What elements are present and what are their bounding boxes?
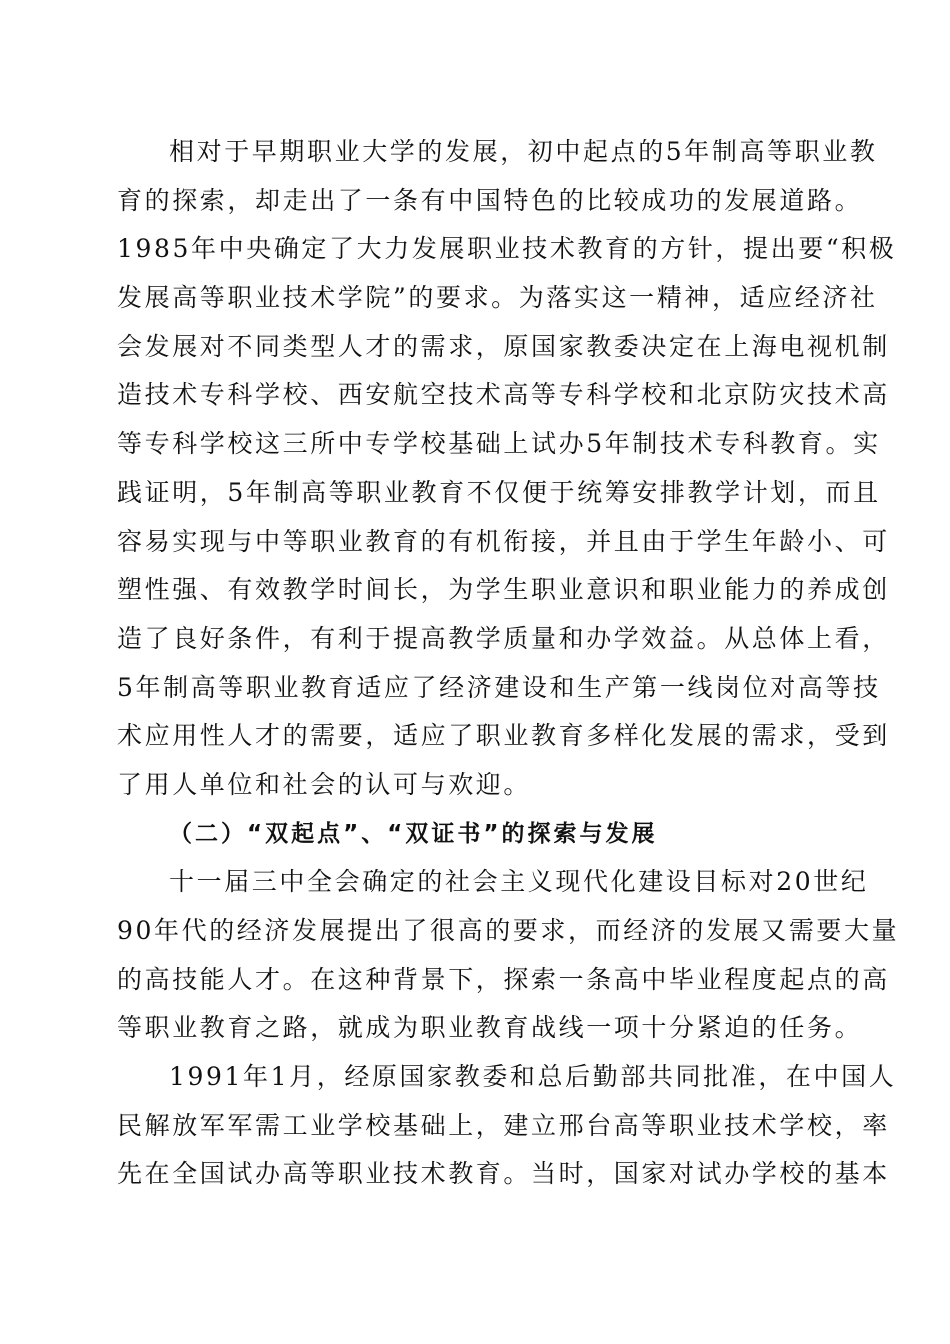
paragraph-line: 塑性强、有效教学时间长，为学生职业意识和职业能力的养成创 (117, 575, 890, 605)
paragraph-line: 十一届三中全会确定的社会主义现代化建设目标对20世纪 (169, 867, 869, 897)
paragraph-line: 造了良好条件，有利于提高教学质量和办学效益。从总体上看， (117, 623, 890, 653)
body-text (117, 128, 900, 1199)
paragraph-line: 育的探索，却走出了一条有中国特色的比较成功的发展道路。 (117, 185, 863, 215)
paragraph-line: 民解放军军需工业学校基础上，建立邢台高等职业技术学校，率 (117, 1110, 890, 1140)
section-heading: （二）“双起点”、“双证书”的探索与发展 (169, 820, 658, 847)
paragraph-line: 践证明，5年制高等职业教育不仅便于统筹安排教学计划，而且 (117, 477, 881, 507)
paragraph-line: 1985年中央确定了大力发展职业技术教育的方针，提出要“积极 (117, 234, 897, 264)
paragraph-line: 了用人单位和社会的认可与欢迎。 (117, 769, 532, 799)
paragraph-line: 发展高等职业技术学院”的要求。为落实这一精神，适应经济社 (117, 283, 878, 313)
paragraph-line: 造技术专科学校、西安航空技术高等专科学校和北京防灾技术高 (117, 380, 890, 410)
paragraph-line: 90年代的经济发展提出了很高的要求，而经济的发展又需要大量 (117, 916, 900, 945)
paragraph-line: 相对于早期职业大学的发展，初中起点的5年制高等职业教 (169, 137, 878, 166)
paragraph-line: 1991年1月，经原国家教委和总后勤部共同批准，在中国人 (169, 1062, 897, 1092)
paragraph-line: 容易实现与中等职业教育的有机衔接，并且由于学生年龄小、可 (117, 526, 890, 556)
paragraph-line: 术应用性人才的需要，适应了职业教育多样化发展的需求，受到 (117, 721, 890, 751)
paragraph-line: 的高技能人才。在这种背景下，探索一条高中毕业程度起点的高 (117, 964, 890, 994)
paragraph-line: 先在全国试办高等职业技术教育。当时，国家对试办学校的基本 (117, 1159, 890, 1189)
paragraph-line: 会发展对不同类型人才的需求，原国家教委决定在上海电视机制 (117, 331, 890, 361)
paragraph-line: 等专科学校这三所中专学校基础上试办5年制技术专科教育。实 (117, 429, 881, 459)
paragraph-line: 5年制高等职业教育适应了经济建设和生产第一线岗位对高等技 (117, 672, 881, 702)
paragraph-line: 等职业教育之路，就成为职业教育战线一项十分紧迫的任务。 (117, 1013, 863, 1043)
